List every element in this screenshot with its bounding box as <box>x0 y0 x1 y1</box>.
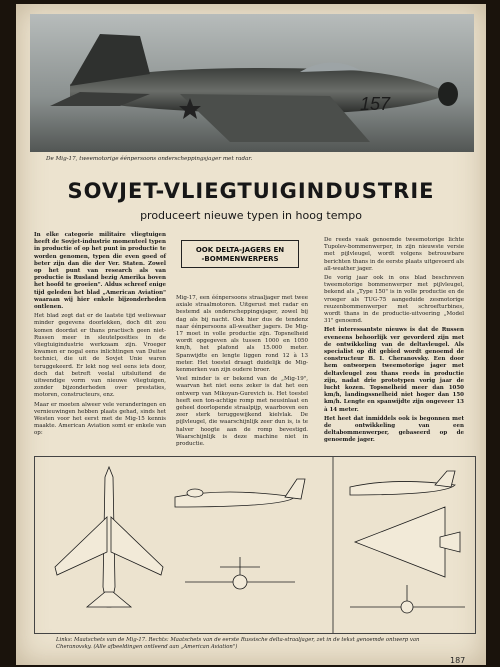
drawings-caption: Links: Maatschets van de Mig-17. Rechts: Maatschets van de eerste Russische delta-straaljager, zet in de tekst genoemde ontwerp van Cheranovsky. (Alle afbeeldingen ontleend aan „American Aviation") <box>56 637 420 650</box>
jet-photo <box>30 14 474 152</box>
text-column-2 <box>176 295 308 450</box>
aircraft-number: 157 <box>360 94 391 114</box>
drawings-svg <box>35 457 475 633</box>
article-title: SOVJET-VLIEGTUIGINDUSTRIE <box>67 179 435 203</box>
article-subtitle: produceert nieuwe typen in hoog tempo <box>140 209 362 222</box>
paragraph: De vorig jaar ook in ons blad beschreven tweemotorige bommenwerper met pijlvleugel, bekend als „Type 150" is in volle productie en de vroeger als TUG-75 aangeduide zesmotorige reuzenbommenwerper met schroefturbines, wordt thans in de productie-uitvoering „Model 31" genoemd. <box>324 275 464 325</box>
delta-top-view <box>355 507 460 577</box>
paragraph: Veel minder is er bekend van de „Mig-19", waarvan het niet eens zeker is dat het een ontwerp van Mikoyan-Gurevich is. Het toestel heeft een ton-achtige romp met neusinlaat en geheel doorlopende straalpijp, waarboven een zeer sterk teruggewijkend kielvlak. De pijlvleugel, die waarschijnlijk zeer dun is, is te halver hoogte aan de romp bevestigd. Waarschijnlijk is deze machine niet in productie. <box>176 376 308 448</box>
mig17-top-view <box>55 467 163 607</box>
mig17-side-view <box>175 479 305 507</box>
magazine-page <box>16 4 486 665</box>
delta-side-view <box>350 471 455 495</box>
aircraft-drawings <box>34 456 476 634</box>
section-heading-box <box>181 240 299 268</box>
photo-caption: De Mig-17, tweemotorige éénpersoons onderscheppingsjager met radar. <box>46 156 253 162</box>
paragraph: Het heet dat inmiddels ook is begonnen met de ontwikkeling van een deltabommenwerper, gebaseerd op de genoemde jager. <box>324 415 464 444</box>
paragraph: Het interessantste nieuws is dat de Russen eveneens behoorlijk ver gevorderd zijn met de ontwikkeling van de deltavleugel. Als specialist op dit gebied wordt genoemd de constructeur B. I. Cheranovsky. Een door hem ontworpen tweemotorige jager met deltavleugel zou thans reeds in productie zijn, nadat drie prototypen vorig jaar de lucht kozen. Topsnelheid meer dan 1050 km/h, landingssnelheid niet hoger dan 150 km/h. Lengte en spanwijdte zijn ongeveer 13 à 14 meter. <box>324 327 464 413</box>
text-column-1 <box>34 232 166 440</box>
section-heading-line: -BOMMENWERPERS <box>201 255 279 263</box>
paragraph: Het blad zegt dat er de laatste tijd weliswaar minder gegevens doorlekken, doch dit zou komen doordat er thans practisch geen niet-Russen meer in sleutelposities in de vliegtuigindustrie werkzaam zijn. Vroeger kwamen er nogal eens inlichtingen van Duitse technici, die uit de Sovjet Unie waren teruggekeerd. Er lekt nog wel eens iets door, doch dat betreft veelal uitsluitend de uitwendige vorm van nieuwe vliegtuigen, zonder bijzonderheden over prestaties, motoren, constructeurs, enz. <box>34 313 166 399</box>
section-heading-line: OOK DELTA-JAGERS EN <box>195 246 285 254</box>
text-column-3 <box>324 237 464 447</box>
mig17-photo-illustration <box>30 14 474 152</box>
paragraph: Maar er moeten alweer vele veranderingen en vernieuwingen hebben plaats gehad, sinds het Westen voor het eerst met de Mig-15 kennis maakte. American Aviation somt er enkele van op: <box>34 401 166 437</box>
delta-front-view <box>350 585 465 613</box>
paragraph: De reeds vaak genoemde tweemotorige lichte Tupolev-bommenwerper, in zijn nieuwste versie met pijlvleugel, wordt volgens betrouwbare berichten thans in de eerste plaats uitgevoerd als all-weather jager. <box>324 237 464 272</box>
paragraph: Mig-17, een éénpersoons straaljager met twee axiale straalmotoren. Uitgerust met radar en bestemd als onderscheppingsjager, zowel bij dag als bij nacht. Ook hier dus de tendenz naar éénpersoons all-weather jagers. De Mig-17 moet in volle productie zijn. Topsnelheid wordt opgegeven als tussen 1000 en 1050 km/h, het plafond als 15.000 meter. Spanwijdte en lengte liggen rond 12 à 13 meter. Het toestel draagt duidelijk de Mig-kenmerken van zijn oudere broer. <box>176 295 308 374</box>
mig17-front-view <box>185 557 295 589</box>
page-number: 187 <box>450 656 466 665</box>
paragraph: In elke categorie militaire vliegtuigen heeft de Sovjet-industrie momenteel typen in productie of op het punt in productie te worden genomen, typen die even goed of beter zijn dan die der Ver. Staten. Zowel op het punt van research als van productie is Rusland bezig Amerika boven het hoofd te groeien". Aldus schreef enige tijd geleden het blad „American Aviation" waaraan wij hier enkele bijzonderheden ontlenen. <box>34 232 166 311</box>
